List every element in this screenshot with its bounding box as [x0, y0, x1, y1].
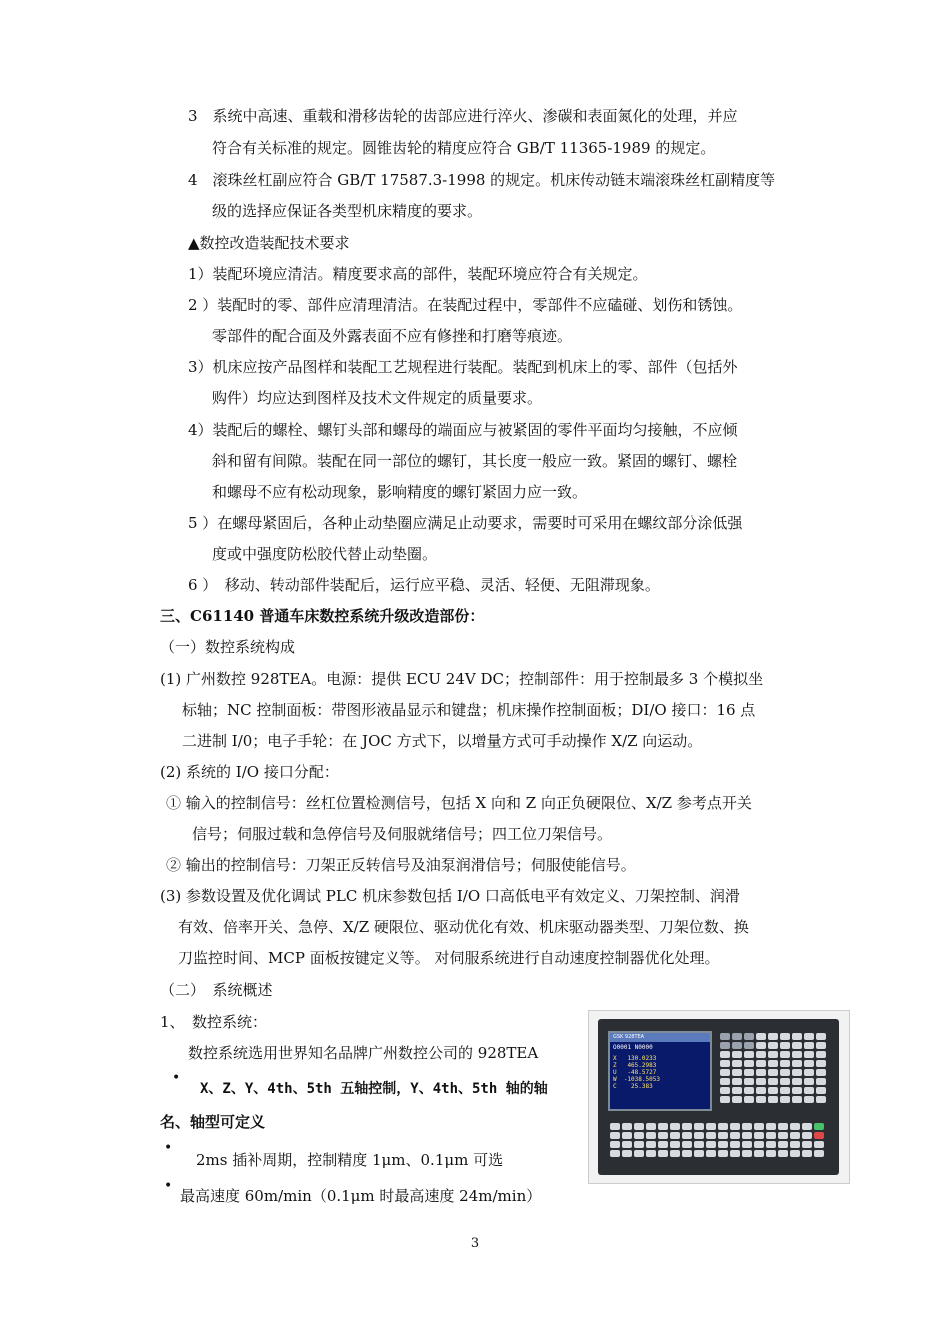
cnc-key	[790, 1150, 800, 1157]
cnc-key	[778, 1141, 788, 1148]
cnc-key	[634, 1123, 644, 1130]
cnc-key	[720, 1033, 730, 1040]
cnc-key	[792, 1033, 802, 1040]
cnc-key	[814, 1150, 824, 1157]
cnc-key	[804, 1069, 814, 1076]
cnc-key	[720, 1096, 730, 1103]
cnc-key	[756, 1060, 766, 1067]
text-line: 和螺母不应有松动现象，影响精度的螺钉紧固力应一致。	[212, 483, 588, 501]
cnc-key	[720, 1069, 730, 1076]
text-line-bold: 名、轴型可定义	[160, 1113, 266, 1131]
cnc-key	[792, 1060, 802, 1067]
cnc-key	[816, 1060, 826, 1067]
cnc-key	[816, 1051, 826, 1058]
cnc-key	[610, 1132, 620, 1139]
cnc-key	[792, 1051, 802, 1058]
cnc-key	[768, 1096, 778, 1103]
text-line: 3 系统中高速、重载和滑移齿轮的齿部应进行淬火、渗碳和表面氮化的处理，并应	[188, 107, 738, 125]
cnc-key	[706, 1150, 716, 1157]
cnc-key	[780, 1087, 790, 1094]
text-line: 2ms 插补周期，控制精度 1μm、0.1μm 可选	[196, 1151, 504, 1169]
cnc-key	[622, 1132, 632, 1139]
cnc-key	[768, 1087, 778, 1094]
bullet-dot: •	[164, 1178, 173, 1194]
cnc-key	[718, 1123, 728, 1130]
text-line: 最高速度 60m/min（0.1μm 时最高速度 24m/min）	[180, 1187, 542, 1205]
cnc-key	[754, 1141, 764, 1148]
cnc-key	[756, 1051, 766, 1058]
chapter-heading-part: 三、C61140 普通车床	[160, 607, 320, 625]
cnc-key	[816, 1042, 826, 1049]
cnc-key	[744, 1096, 754, 1103]
cnc-key	[730, 1141, 740, 1148]
text-line: 有效、倍率开关、急停、X/Z 硬限位、驱动优化有效、机床驱动器类型、刀架位数、换	[178, 918, 749, 936]
cnc-key	[756, 1087, 766, 1094]
cnc-key	[742, 1141, 752, 1148]
cnc-key	[804, 1087, 814, 1094]
cnc-key	[766, 1150, 776, 1157]
cnc-key	[610, 1123, 620, 1130]
cnc-key	[804, 1096, 814, 1103]
cnc-key	[780, 1069, 790, 1076]
text-line: 斜和留有间隙。装配在同一部位的螺钉，其长度一般应一致。紧固的螺钉、螺栓	[212, 452, 738, 470]
cnc-key	[706, 1141, 716, 1148]
cnc-key	[682, 1132, 692, 1139]
cnc-key	[682, 1141, 692, 1148]
cnc-key	[780, 1096, 790, 1103]
cnc-key	[646, 1123, 656, 1130]
cnc-feed-hold-key	[814, 1132, 824, 1139]
cnc-lcd-screen	[608, 1031, 712, 1111]
cnc-key	[658, 1123, 668, 1130]
cnc-key	[768, 1069, 778, 1076]
cnc-key	[730, 1123, 740, 1130]
cnc-key	[706, 1132, 716, 1139]
text-line: ② 输出的控制信号：刀架正反转信号及油泵润滑信号；伺服使能信号。	[166, 856, 636, 874]
cnc-key	[694, 1141, 704, 1148]
chapter-heading-bold: 数控系统升级改造部份：	[319, 607, 485, 625]
cnc-key	[780, 1033, 790, 1040]
cnc-key	[720, 1051, 730, 1058]
cnc-key	[780, 1042, 790, 1049]
cnc-key	[766, 1141, 776, 1148]
cnc-key	[816, 1096, 826, 1103]
cnc-key	[720, 1087, 730, 1094]
cnc-key	[754, 1123, 764, 1130]
cnc-key	[792, 1078, 802, 1085]
cnc-key	[730, 1132, 740, 1139]
cnc-cycle-start-key	[814, 1123, 824, 1130]
cnc-key	[756, 1069, 766, 1076]
cnc-key	[744, 1033, 754, 1040]
cnc-key	[610, 1150, 620, 1157]
cnc-key	[754, 1132, 764, 1139]
cnc-key	[804, 1033, 814, 1040]
subsection-heading: （一）数控系统构成	[160, 638, 296, 656]
cnc-key	[622, 1123, 632, 1130]
cnc-key	[634, 1141, 644, 1148]
cnc-key	[706, 1123, 716, 1130]
cnc-key	[756, 1033, 766, 1040]
cnc-key	[792, 1042, 802, 1049]
cnc-key	[802, 1150, 812, 1157]
cnc-key	[756, 1042, 766, 1049]
cnc-key	[732, 1033, 742, 1040]
cnc-key	[658, 1150, 668, 1157]
cnc-key	[768, 1042, 778, 1049]
cnc-key	[622, 1150, 632, 1157]
cnc-key	[804, 1042, 814, 1049]
cnc-key	[792, 1096, 802, 1103]
cnc-key	[682, 1150, 692, 1157]
cnc-key	[768, 1078, 778, 1085]
cnc-key	[792, 1087, 802, 1094]
cnc-keypad	[720, 1033, 826, 1103]
text-line: ① 输入的控制信号：丝杠位置检测信号，包括 X 向和 Z 向正负硬限位、X/Z 参考点开关	[166, 794, 752, 812]
cnc-key	[634, 1132, 644, 1139]
cnc-key	[744, 1069, 754, 1076]
cnc-key	[622, 1141, 632, 1148]
cnc-key	[804, 1051, 814, 1058]
cnc-key	[744, 1078, 754, 1085]
cnc-key	[694, 1123, 704, 1130]
cnc-key	[804, 1078, 814, 1085]
cnc-key	[732, 1078, 742, 1085]
cnc-key	[732, 1051, 742, 1058]
bullet-dot: •	[164, 1140, 173, 1156]
cnc-key	[670, 1141, 680, 1148]
cnc-key	[658, 1141, 668, 1148]
text-line: 刀监控时间、MCP 面板按键定义等。 对伺服系统进行自动速度控制器优化处理。	[178, 949, 720, 967]
cnc-key	[816, 1069, 826, 1076]
cnc-key	[646, 1150, 656, 1157]
cnc-screen-header: GSK 928TEA	[610, 1033, 710, 1042]
text-line: 标轴；NC 控制面板：带图形液晶显示和键盘；机床操作控制面板；DI/O 接口：16 点	[182, 701, 756, 719]
cnc-key	[742, 1123, 752, 1130]
text-line: 6 ） 移动、转动部件装配后，运行应平稳、灵活、轻便、无阻滞现象。	[188, 576, 660, 594]
text-line: 4）装配后的螺栓、螺钉头部和螺母的端面应与被紧固的零件平面均匀接触，不应倾	[188, 421, 738, 439]
cnc-key	[744, 1042, 754, 1049]
cnc-key	[768, 1060, 778, 1067]
text-line: 4 滚珠丝杠副应符合 GB/T 17587.3-1998 的规定。机床传动链末端滚珠丝杠副精度等	[188, 171, 776, 189]
cnc-key	[766, 1132, 776, 1139]
text-line: 度或中强度防松胶代替止动垫圈。	[212, 545, 438, 563]
cnc-key	[732, 1087, 742, 1094]
cnc-key	[816, 1033, 826, 1040]
cnc-operator-panel	[610, 1123, 824, 1157]
cnc-key	[646, 1141, 656, 1148]
cnc-key	[682, 1123, 692, 1130]
cnc-key	[802, 1141, 812, 1148]
cnc-key	[802, 1132, 812, 1139]
text-line: 5 ）在螺母紧固后，各种止动垫圈应满足止动要求，需要时可采用在螺纹部分涂低强	[188, 514, 743, 532]
cnc-key	[816, 1087, 826, 1094]
cnc-key	[732, 1042, 742, 1049]
cnc-program-line: O0001 N0000	[613, 1044, 653, 1051]
cnc-key	[720, 1078, 730, 1085]
cnc-key	[720, 1042, 730, 1049]
cnc-key	[756, 1096, 766, 1103]
cnc-key	[778, 1132, 788, 1139]
cnc-key	[670, 1123, 680, 1130]
text-line: 购件）均应达到图样及技术文件规定的质量要求。	[212, 389, 543, 407]
cnc-key	[742, 1150, 752, 1157]
cnc-key	[778, 1123, 788, 1130]
cnc-key	[744, 1087, 754, 1094]
cnc-key	[744, 1060, 754, 1067]
cnc-key	[730, 1150, 740, 1157]
text-line-bold: X、Z、Y、4th、5th 五轴控制，Y、4th、5th 轴的轴	[200, 1081, 548, 1097]
cnc-key	[766, 1123, 776, 1130]
cnc-key	[778, 1150, 788, 1157]
subsection-heading: （二） 系统概述	[160, 981, 273, 999]
cnc-key	[634, 1150, 644, 1157]
text-line: 1、 数控系统：	[160, 1013, 268, 1031]
text-line: 3）机床应按产品图样和装配工艺规程进行装配。装配到机床上的零、部件（包括外	[188, 358, 738, 376]
cnc-key	[780, 1078, 790, 1085]
cnc-key	[694, 1132, 704, 1139]
text-line: 符合有关标准的规定。圆锥齿轮的精度应符合 GB/T 11365-1989 的规定。	[212, 139, 716, 157]
text-line: (3) 参数设置及优化调试 PLC 机床参数包括 I/O 口高低电平有效定义、刀架控制、润滑	[160, 887, 740, 905]
cnc-key	[742, 1132, 752, 1139]
cnc-key	[814, 1141, 824, 1148]
cnc-key	[804, 1060, 814, 1067]
text-line: 级的选择应保证各类型机床精度的要求。	[212, 202, 483, 220]
text-line: 二进制 I/0；电子手轮：在 JOC 方式下，以增量方式可手动操作 X/Z 向运动。	[182, 732, 703, 750]
cnc-key	[732, 1060, 742, 1067]
cnc-key	[756, 1078, 766, 1085]
text-line: (2) 系统的 I/O 接口分配：	[160, 763, 339, 781]
cnc-key	[744, 1051, 754, 1058]
cnc-key	[790, 1123, 800, 1130]
text-line: 2 ）装配时的零、部件应清理清洁。在装配过程中，零部件不应磕碰、划伤和锈蚀。	[188, 296, 743, 314]
cnc-key	[732, 1069, 742, 1076]
cnc-key	[768, 1033, 778, 1040]
text-line: 零部件的配合面及外露表面不应有修挫和打磨等痕迹。	[212, 327, 573, 345]
cnc-key	[646, 1132, 656, 1139]
cnc-panel-body	[598, 1019, 839, 1175]
cnc-key	[718, 1141, 728, 1148]
cnc-key	[610, 1141, 620, 1148]
cnc-key	[732, 1096, 742, 1103]
cnc-key	[670, 1150, 680, 1157]
text-line: 1）装配环境应清洁。精度要求高的部件，装配环境应符合有关规定。	[188, 265, 648, 283]
page-number: 3	[470, 1236, 480, 1251]
text-line: 数控系统选用世界知名品牌广州数控公司的 928TEA	[188, 1044, 539, 1062]
cnc-coordinate-readout: X 130.0233 Z 465.2983 U -48.5727 W -1038.5053 C 25.383	[613, 1055, 660, 1090]
section-heading: ▲数控改造装配技术要求	[188, 234, 350, 252]
cnc-key	[792, 1069, 802, 1076]
cnc-key	[720, 1060, 730, 1067]
chapter-heading	[160, 606, 484, 626]
cnc-key	[816, 1078, 826, 1085]
cnc-key	[670, 1132, 680, 1139]
cnc-key	[780, 1051, 790, 1058]
text-line: (1) 广州数控 928TEA。电源：提供 ECU 24V DC；控制部件：用于控制最多 3 个模拟坐	[160, 670, 764, 688]
cnc-key	[802, 1123, 812, 1130]
cnc-key	[718, 1150, 728, 1157]
cnc-key	[790, 1132, 800, 1139]
cnc-key	[694, 1150, 704, 1157]
cnc-key	[768, 1051, 778, 1058]
cnc-panel-image	[588, 1010, 850, 1184]
cnc-key	[718, 1132, 728, 1139]
cnc-key	[790, 1141, 800, 1148]
text-line: 信号；伺服过载和急停信号及伺服就绪信号；四工位刀架信号。	[192, 825, 613, 843]
cnc-key	[780, 1060, 790, 1067]
cnc-key	[658, 1132, 668, 1139]
cnc-key	[754, 1150, 764, 1157]
bullet-dot: •	[172, 1070, 181, 1086]
